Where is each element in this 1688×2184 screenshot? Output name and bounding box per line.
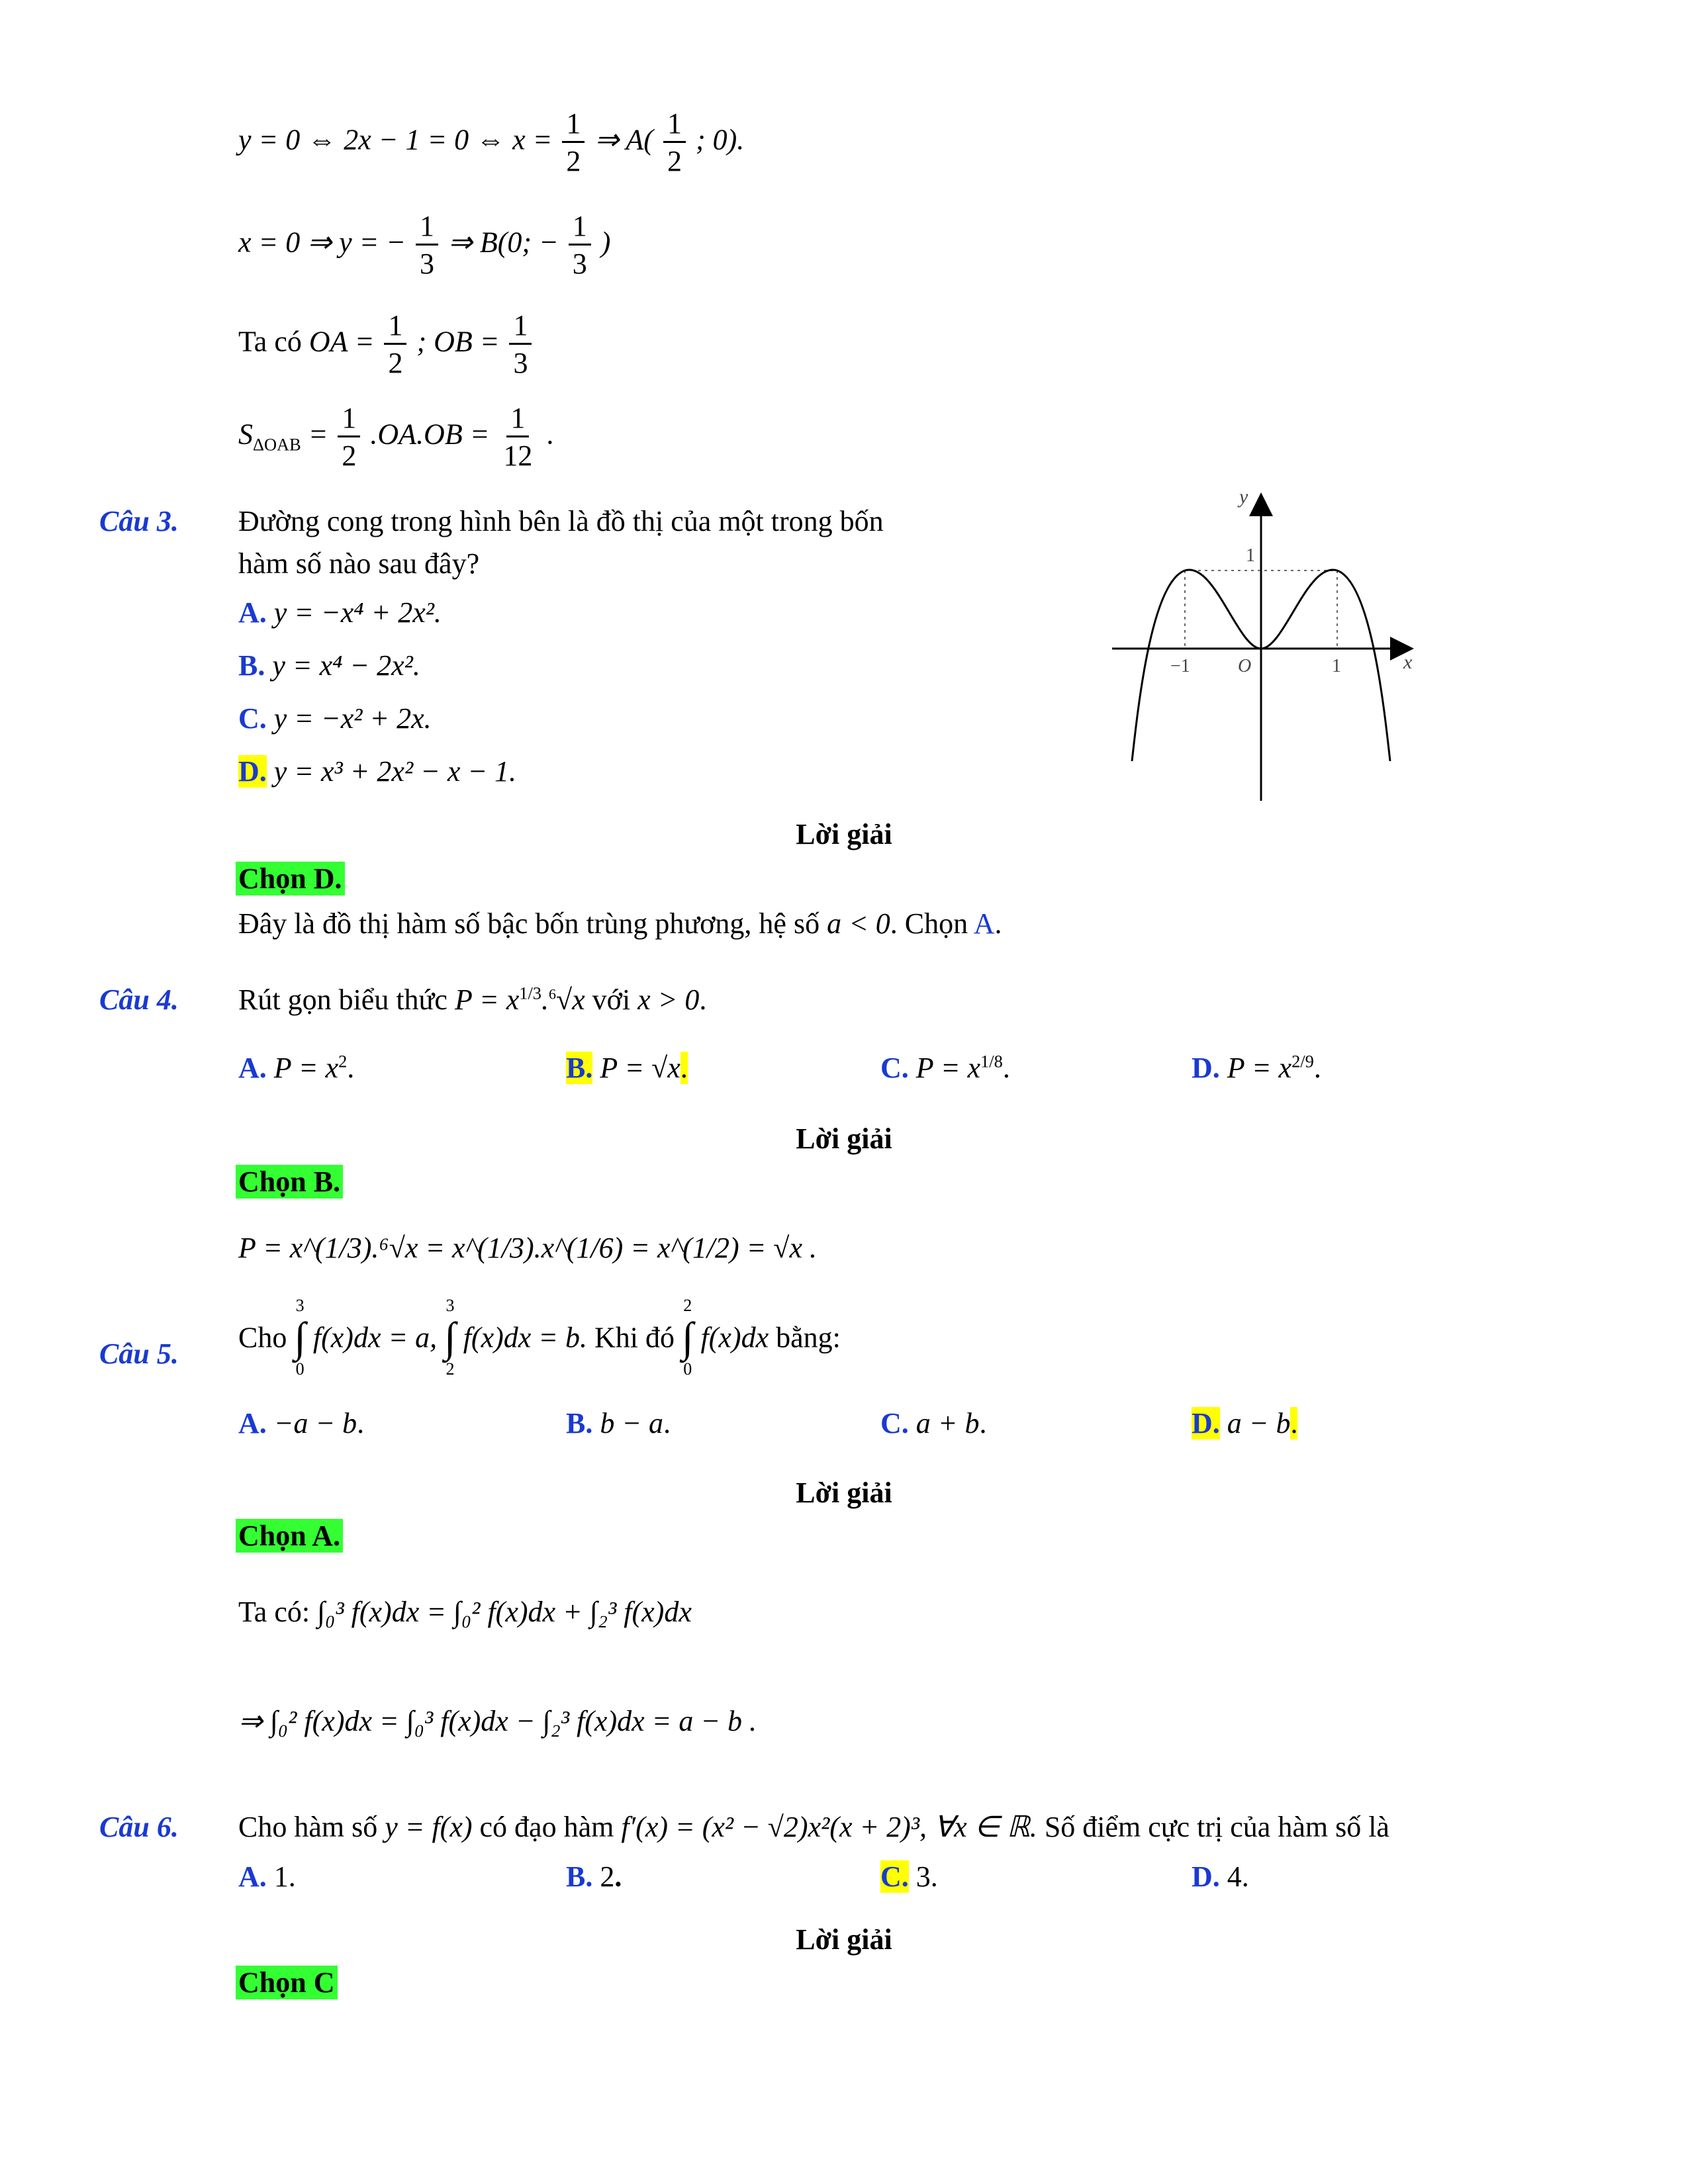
q4-work: P = x^(1/3).⁶√x = x^(1/3).x^(1/6) = x^(1/2) = √x .	[238, 1232, 817, 1264]
q4-chosen-answer: Chọn B.	[236, 1165, 343, 1199]
question-6-text: Cho hàm số y = f(x) có đạo hàm f′(x) = (x² − √2)x²(x + 2)³, ∀x ∈ ℝ. Số điểm cực trị của hàm số là	[238, 1811, 1389, 1843]
integral-3: 2 ∫ 0	[681, 1296, 694, 1379]
q3-option-d: D. y = x³ + 2x² − x − 1.	[238, 755, 517, 788]
line-oa-ob: Ta có OA = $\frac{1}{2}$ ; OB = $\frac{1}{3}$	[238, 311, 534, 378]
fraction: $\frac{1}{2}$	[338, 404, 360, 471]
quartic-graph	[1099, 483, 1430, 807]
q4-option-c: C. $P = x^{1/8}$.	[880, 1051, 1010, 1084]
graph-one-y-label: 1	[1246, 545, 1255, 566]
line-area: $S_{\Delta OAB}$ = $\frac{1}{2}$ .OA.OB = $\frac{1}{12}$ .	[238, 402, 554, 472]
q5-option-c: C. a + b.	[880, 1407, 987, 1439]
q4-option-b: B. P = √x.	[566, 1052, 688, 1084]
line-intercept-b: x = 0 ⇒ y = − $\frac{1}{3}$ ⇒ B(0; − $\frac{1}{3}$ )	[238, 210, 611, 280]
q6-solution-title: Lời giải	[796, 1923, 892, 1956]
q5-chosen-answer: Chọn A.	[236, 1519, 343, 1553]
q5-work-2: ⇒ ∫₀² f(x)dx = ∫₀³ f(x)dx − ∫₂³ f(x)dx = a − b .	[238, 1705, 757, 1737]
fraction: $\frac{1}{3}$	[569, 212, 591, 279]
q3-solution-title: Lời giải	[796, 818, 892, 850]
question-5-label: Câu 5.	[99, 1338, 179, 1370]
graph-y-label: y	[1239, 486, 1248, 508]
q6-option-a: A. 1.	[238, 1860, 296, 1893]
line1-text: y = 0 ⇔ 2x − 1 = 0 ⇔ x =	[238, 123, 553, 156]
integral-1: 3 ∫ 0	[294, 1296, 306, 1379]
q6-option-b: B. 2.	[566, 1860, 622, 1893]
q4-option-a: A. $P = x^2$.	[238, 1051, 355, 1084]
q5-option-a: A. −a − b.	[238, 1407, 365, 1439]
fraction: $\frac{1}{12}$	[503, 402, 533, 472]
q4-solution-title: Lời giải	[796, 1122, 892, 1155]
fraction: $\frac{1}{2}$	[562, 109, 585, 176]
integral-2: 3 ∫ 2	[444, 1296, 456, 1379]
q4-option-d: D. $P = x^{2/9}$.	[1192, 1051, 1321, 1084]
q3-option-b: B. y = x⁴ − 2x².	[238, 649, 420, 682]
question-3-label: Câu 3.	[99, 505, 179, 537]
q6-option-c: C. 3.	[880, 1860, 938, 1893]
q6-option-d: D. 4.	[1192, 1860, 1249, 1893]
q3-option-c: C. y = −x² + 2x.	[238, 702, 432, 735]
line-intercept-a: y = 0 ⇔ 2x − 1 = 0 ⇔ x = $\frac{1}{2}$ ⇒ A( $\frac{1}{2}$ ; 0).	[238, 107, 745, 177]
fraction: $\frac{1}{2}$	[663, 109, 686, 176]
q6-chosen-answer: Chọn C	[236, 1966, 338, 1999]
q3-chosen-answer: Chọn D.	[236, 862, 345, 895]
q3-explanation: Đây là đồ thị hàm số bậc bốn trùng phương, hệ số a < 0. Chọn A.	[238, 907, 1002, 940]
graph-x-label: x	[1403, 651, 1413, 673]
question-5-text: Cho 3 ∫ 0 f(x)dx = a, 3 ∫ 2 f(x)dx = b. Khi đó 2 ∫ 0 f(x)dx bằng:	[238, 1296, 841, 1379]
question-4-text: Rút gọn biểu thức $P = x^{1/3}.^6√x$ với x > 0.	[238, 983, 707, 1016]
question-3-text-2: hàm số nào sau đây?	[238, 547, 480, 580]
fraction: $\frac{1}{3}$	[416, 212, 438, 279]
fraction: $\frac{1}{3}$	[509, 311, 532, 378]
q3-option-a: A. y = −x⁴ + 2x².	[238, 596, 442, 629]
graph-one-x-label: 1	[1332, 656, 1341, 676]
graph-origin-label: O	[1238, 656, 1252, 676]
fraction: $\frac{1}{2}$	[384, 311, 406, 378]
question-6-label: Câu 6.	[99, 1811, 179, 1843]
question-3-text-1: Đường cong trong hình bên là đồ thị của một trong bốn	[238, 505, 884, 537]
q5-work-1: Ta có: ∫₀³ f(x)dx = ∫₀² f(x)dx + ∫₂³ f(x)dx	[238, 1596, 692, 1628]
q5-solution-title: Lời giải	[796, 1477, 892, 1509]
q5-option-b: B. b − a.	[566, 1407, 671, 1439]
question-4-label: Câu 4.	[99, 983, 179, 1016]
q5-option-d: D. a − b.	[1192, 1407, 1298, 1439]
q4-expression: $P = x^{1/3}.^6√x$	[454, 983, 585, 1016]
graph-neg-one-label: −1	[1170, 656, 1190, 676]
